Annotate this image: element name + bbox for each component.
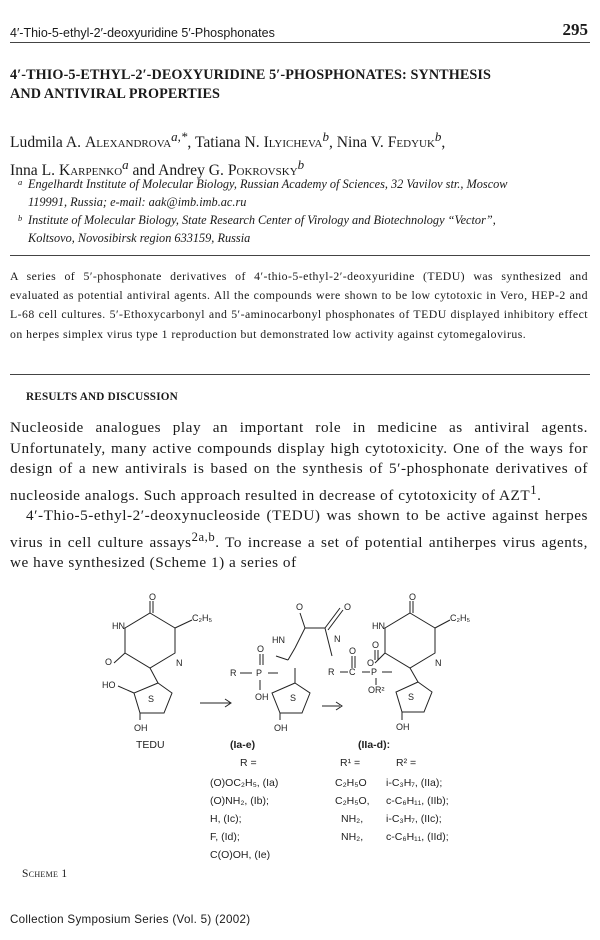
series-label-2: (IIa-d): xyxy=(358,739,391,751)
series-label-1: (Ia-e) xyxy=(230,739,256,751)
series2-r1: NH₂, xyxy=(341,813,364,825)
atom-label: HN xyxy=(112,621,125,631)
author-list: Ludmila A. Alexandrova$^{a,*}$, Tatiana N. Ilyicheva$^b$, Nina V. Fedyuk$^b$, Inna L. Karpenko$^a$ and Andrey G. Pokrovsky$^b$ xyxy=(10,129,446,180)
affiliation-line: Koltsovo, Novosibirsk region 633159, Russia xyxy=(28,231,251,245)
atom-label: S xyxy=(290,693,297,703)
title-line-2: AND ANTIVIRAL PROPERTIES xyxy=(10,86,221,102)
series-eq: R = xyxy=(240,757,257,769)
atom-label: OH xyxy=(396,722,410,732)
author-family-name: Ilyicheva xyxy=(263,134,323,152)
atom-label: OH xyxy=(255,692,269,702)
atom-label: O xyxy=(344,602,352,612)
series1-item: H, (Ic); xyxy=(210,813,242,825)
title-line-1: 4′-THIO-5-ETHYL-2′-DEOXYURIDINE 5′-PHOSPHONATES: SYNTHESIS xyxy=(10,67,492,83)
page-number: 295 xyxy=(562,20,588,39)
series2-r1: C₂H₅O xyxy=(335,777,367,789)
atom-label: P xyxy=(256,668,263,678)
affiliation-mark: a xyxy=(18,177,23,187)
header-rule xyxy=(10,42,590,43)
uracil-ring xyxy=(385,613,435,668)
atom-label: O xyxy=(296,602,304,612)
atom-label: O xyxy=(257,644,265,654)
atom-label: OH xyxy=(274,723,288,733)
body-text xyxy=(10,418,588,574)
atom-label: O xyxy=(105,657,113,667)
series1-item: F, (Id); xyxy=(210,831,240,843)
atom-label: HN xyxy=(272,635,285,645)
author-affiliation-mark: a xyxy=(122,157,129,173)
compound-label-tedu: TEDU xyxy=(136,739,165,751)
footer-citation: Collection Symposium Series (Vol. 5) (2002) xyxy=(10,913,251,926)
author xyxy=(194,129,329,152)
author-given-name: Andrey G. xyxy=(158,162,228,180)
series2-r2: i-C₃H₇, (IIc); xyxy=(386,813,442,825)
paragraph-text: 4′-Thio-5-ethyl-2′-deoxynucleoside (TEDU) was shown to be active against herpes virus in cell culture assays xyxy=(10,507,588,551)
atom-label: N xyxy=(334,634,341,644)
article-title xyxy=(10,66,586,104)
running-head xyxy=(10,18,588,40)
author-given-name: Tatiana N. xyxy=(194,134,264,152)
series2-r1: NH₂, xyxy=(341,831,364,843)
author-affiliation-mark: b xyxy=(434,129,442,144)
atom-label: R xyxy=(328,667,335,677)
author-given-name: Ludmila A. xyxy=(10,134,85,152)
affiliation-line: 119991, Russia; e-mail: aak@imb.imb.ac.ru xyxy=(28,195,247,209)
affiliation-b xyxy=(18,211,590,247)
atom-label: O xyxy=(349,646,357,656)
affiliation-a xyxy=(18,175,590,211)
paragraph-text: . To increase a set of potential antiherpes virus agents, we have synthesized (Scheme 1) a series of xyxy=(10,533,588,572)
uracil-ring xyxy=(125,613,175,668)
author-family-name: Pokrovsky xyxy=(227,162,298,180)
author-given-name: Inna L. xyxy=(10,162,59,180)
series-eq: R² = xyxy=(396,757,417,769)
reaction-scheme xyxy=(100,592,500,878)
series2-r2: i-C₃H₇, (IIa); xyxy=(386,777,443,789)
citation: 2a,b xyxy=(191,529,216,544)
author-family-name: Alexandrova xyxy=(84,134,172,152)
atom-label: OR² xyxy=(368,685,385,695)
atom-label: HO xyxy=(102,680,116,690)
abstract-top-rule xyxy=(10,255,590,256)
author-affiliation-mark: a,* xyxy=(171,129,188,144)
author-affiliation-mark: b xyxy=(322,129,329,144)
author-family-name: Karpenko xyxy=(58,162,123,180)
affiliation-line: Engelhardt Institute of Molecular Biology, Russian Academy of Sciences, 32 Vavilov str., Moscow xyxy=(28,177,508,191)
atom-label: O xyxy=(149,592,157,602)
affiliation-mark: b xyxy=(18,213,23,223)
author xyxy=(10,129,188,152)
abstract-bottom-rule xyxy=(10,374,590,375)
scheme-caption: Scheme 1 xyxy=(22,868,68,880)
atom-label: N xyxy=(176,658,183,668)
atom-label: R xyxy=(230,668,237,678)
atom-label: O xyxy=(367,658,375,668)
scheme-drawing xyxy=(100,592,500,878)
paragraph-1 xyxy=(10,418,588,506)
atom-label: HN xyxy=(372,621,385,631)
affiliation-line: Institute of Molecular Biology, State Research Center of Virology and Biotechnology “Vector”, xyxy=(28,213,496,227)
series2-r1: C₂H₅O, xyxy=(335,795,370,807)
author-given-name: Nina V. xyxy=(336,134,388,152)
author-family-name: Fedyuk xyxy=(387,134,435,152)
author xyxy=(336,129,442,152)
series1-item: C(O)OH, (Ie) xyxy=(210,849,271,861)
series1-item: (O)OC₂H₅, (Ia) xyxy=(210,777,279,789)
running-title: 4′-Thio-5-ethyl-2′-deoxyuridine 5′-Phosphonates xyxy=(10,26,275,40)
series2-r2: c-C₆H₁₁, (IIb); xyxy=(386,795,449,807)
paragraph-2 xyxy=(10,506,588,574)
section-heading: RESULTS AND DISCUSSION xyxy=(26,391,178,403)
atom-label: C xyxy=(349,667,356,677)
atom-label: OH xyxy=(134,723,148,733)
atom-label: S xyxy=(408,692,415,702)
abstract: A series of 5′-phosphonate derivatives of 4′-thio-5-ethyl-2′-deoxyuridine (TEDU) was synthesized and evaluated as potential antiviral agents. All the compounds were shown to be low cytotoxic in Vero, HEP-2 and L-68 cell cultures. 5′-Ethoxycarbonyl and 5′-aminocarbonyl phosphonates of TEDU displayed inhibitory effect on herpes simplex virus type 1 reproduction but demonstrated low activity against cytomegalovirus. xyxy=(10,269,588,341)
ethyl-label: C₂H₅ xyxy=(192,613,213,623)
ethyl-label: C₂H₅ xyxy=(450,613,471,623)
author-affiliation-mark: b xyxy=(297,157,305,173)
affiliations xyxy=(18,175,590,247)
series2-r2: c-C₆H₁₁, (IId); xyxy=(386,831,449,843)
atom-label: S xyxy=(148,694,155,704)
atom-label: P xyxy=(371,667,378,677)
series-eq: R¹ = xyxy=(340,757,361,769)
atom-label: O xyxy=(409,592,417,602)
series1-item: (O)NH₂, (Ib); xyxy=(210,795,269,807)
paragraph-text: Nucleoside analogues play an important role in medicine as antiviral agents. Unfortunately, many active compounds display high cytotoxicity. One of the ways for design of a new antivirals is based on the synthesis of 5′-phosphonate derivatives of nucleoside analogs. Such approach resulted in decrease of cytotoxicity of AZT xyxy=(10,419,588,504)
paragraph-text: . xyxy=(537,486,542,504)
citation: 1 xyxy=(530,482,538,497)
atom-label: O xyxy=(372,640,380,650)
atom-label: N xyxy=(435,658,442,668)
